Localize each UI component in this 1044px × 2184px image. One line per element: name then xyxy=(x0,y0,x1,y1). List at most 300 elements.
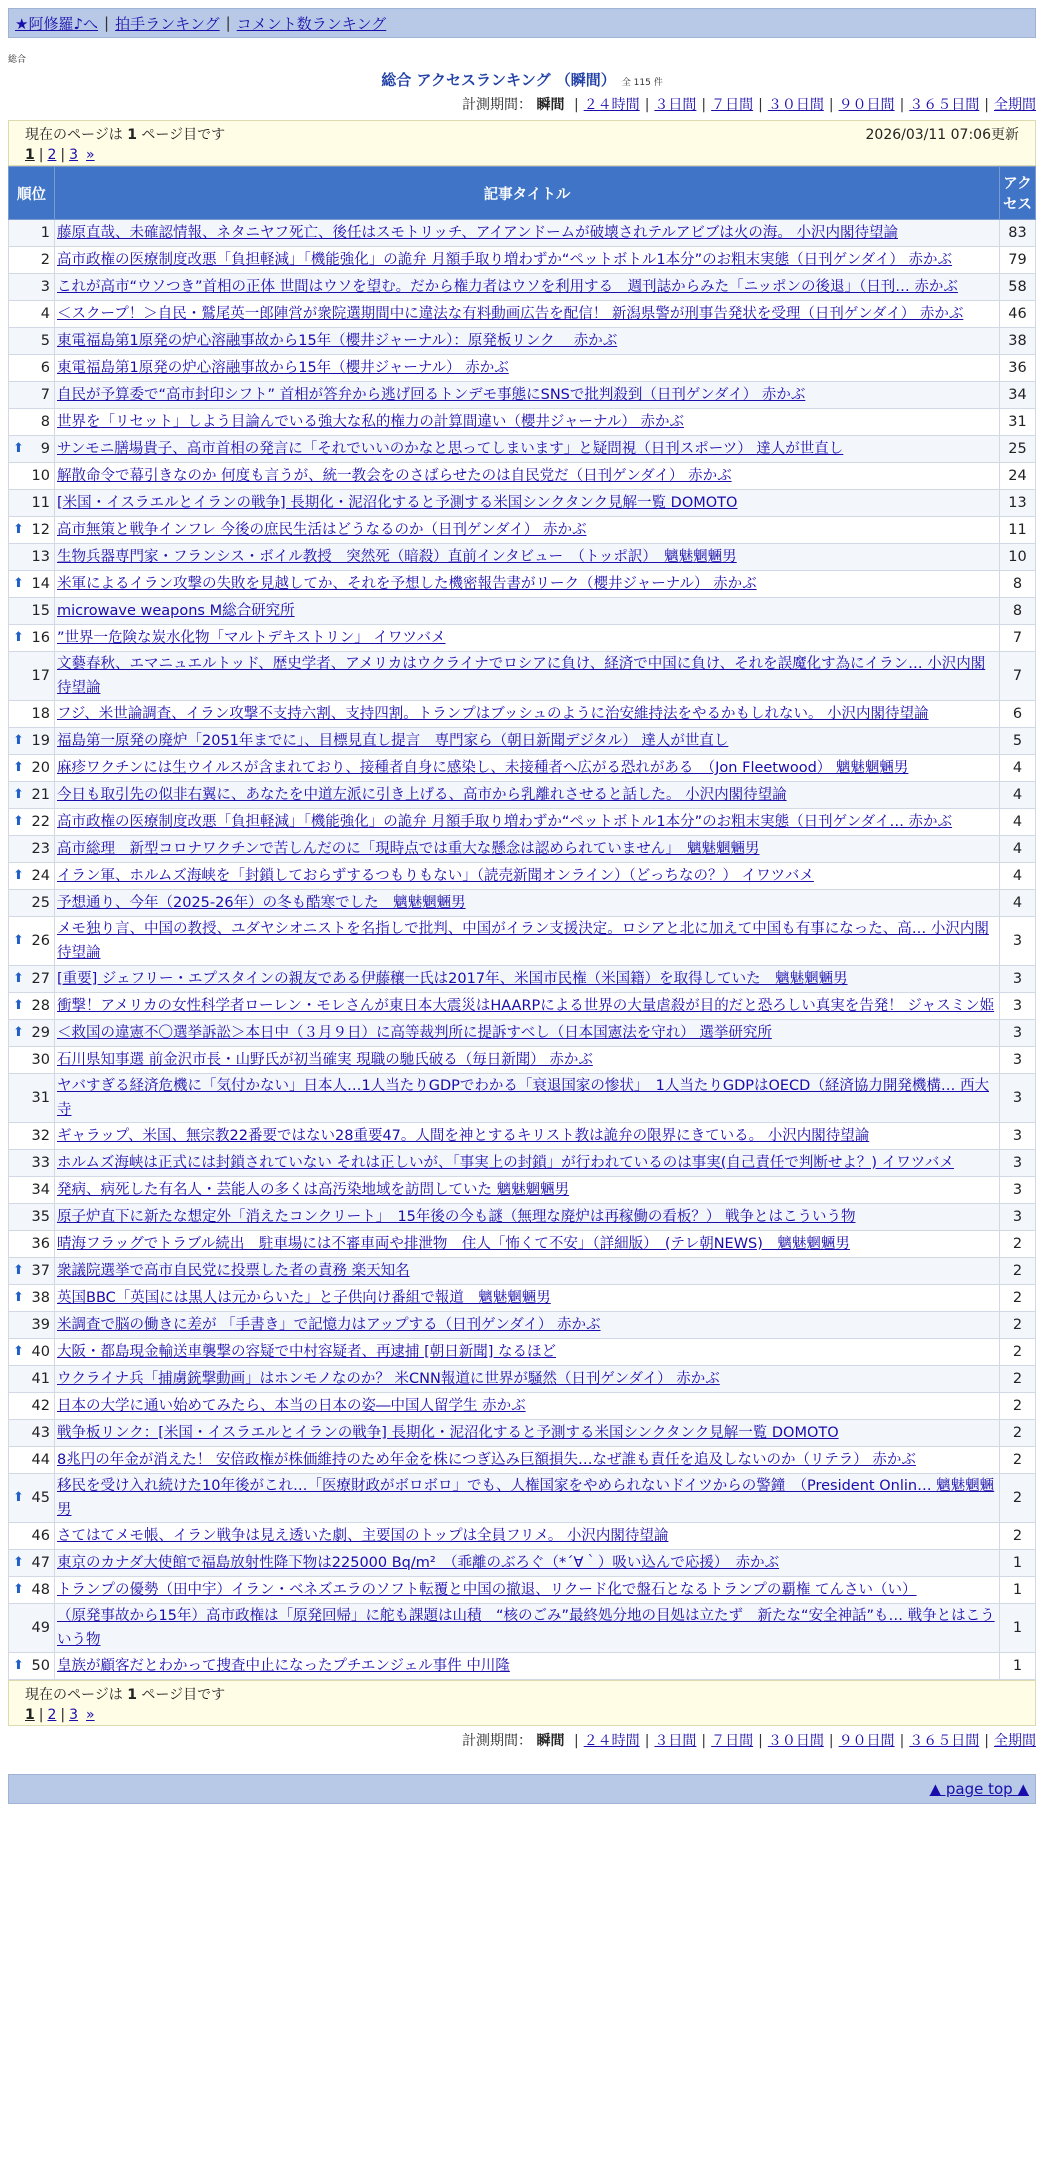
article-title-link[interactable]: 高市政権の医療制度改悪「負担軽減」「機能強化」の詭弁 月額手取り増わずか“ペットボトル1本分”のお粗末実態（日刊ゲンダイ） 赤かぶ xyxy=(57,252,953,268)
up-arrow-icon: ⬆ xyxy=(13,1490,24,1505)
rank-number: 31 xyxy=(31,1090,50,1106)
access-count: 46 xyxy=(1000,301,1036,328)
period-separator: | xyxy=(644,97,650,113)
title-cell xyxy=(55,755,1000,782)
access-count: 2 xyxy=(1000,1474,1036,1523)
article-title-link[interactable]: ＜救国の違憲不〇選挙訴訟＞本日中（３月９日）に高等裁判所に提訴すべし（日本国憲法を守れ） 選挙研究所 xyxy=(57,1025,772,1041)
access-count: 10 xyxy=(1000,544,1036,571)
header-access: アクセス xyxy=(1000,167,1036,220)
title-cell xyxy=(55,917,1000,966)
article-title-link[interactable]: トランプの優勢（田中宇）イラン・ベネズエラのソフト転覆と中国の撤退、リクード化で盤石となるトランプの覇権 てんさい（い） xyxy=(57,1582,917,1598)
rank-number: 8 xyxy=(40,414,50,430)
title-cell xyxy=(55,598,1000,625)
pager-separator: | xyxy=(60,147,66,163)
table-row xyxy=(9,1653,1036,1680)
article-title-link[interactable]: 英国BBC「英国には黒人は元からいた」と子供向け番組で報道 魑魅魍魎男 xyxy=(57,1290,551,1306)
article-title-link[interactable]: 大阪・都島現金輸送車襲撃の容疑で中村容疑者、再逮捕 [朝日新聞] なるほど xyxy=(57,1344,557,1360)
article-title-link[interactable]: 自民が予算委で“高市封印シフト” 首相が答弁から逃げ回るトンデモ事態にSNSで批判殺到（日刊ゲンダイ） 赤かぶ xyxy=(57,387,806,403)
access-count: 2 xyxy=(1000,1523,1036,1550)
rank-cell xyxy=(9,1420,55,1447)
table-row xyxy=(9,863,1036,890)
rank-number: 24 xyxy=(31,868,50,884)
rank-cell xyxy=(9,701,55,728)
rank-cell xyxy=(9,409,55,436)
title-cell xyxy=(55,463,1000,490)
header-rank: 順位 xyxy=(9,167,55,220)
access-count: 1 xyxy=(1000,1604,1036,1653)
article-title-link[interactable]: 東電福島第1原発の炉心溶融事故から15年（櫻井ジャーナル） 赤かぶ xyxy=(57,360,509,376)
rank-number: 12 xyxy=(31,522,50,538)
period-link[interactable]: 全期間 xyxy=(994,1733,1036,1749)
up-arrow-icon: ⬆ xyxy=(13,441,24,456)
table-row xyxy=(9,1550,1036,1577)
table-row xyxy=(9,701,1036,728)
access-count: 34 xyxy=(1000,382,1036,409)
article-title-link[interactable]: ギャラップ、米国、無宗教22番要ではない28重要47。人間を神とするキリスト教は詭弁の限界にきている。 小沢内閣待望論 xyxy=(57,1128,870,1144)
rank-number: 4 xyxy=(40,306,50,322)
period-link[interactable]: ３０日間 xyxy=(767,97,824,113)
page-next-link[interactable]: » xyxy=(86,1707,95,1723)
table-row xyxy=(9,1123,1036,1150)
rank-number: 13 xyxy=(31,549,50,565)
title-cell xyxy=(55,1474,1000,1523)
page-link-2[interactable]: 2 xyxy=(47,147,57,163)
page-top-link[interactable]: ▲ page top ▲ xyxy=(929,1780,1029,1798)
title-cell xyxy=(55,1285,1000,1312)
period-selector-bottom xyxy=(8,1730,1036,1750)
access-count: 2 xyxy=(1000,1393,1036,1420)
rank-number: 15 xyxy=(31,603,50,619)
table-row xyxy=(9,1258,1036,1285)
up-arrow-icon: ⬆ xyxy=(13,733,24,748)
access-count: 1 xyxy=(1000,1550,1036,1577)
rank-number: 6 xyxy=(40,360,50,376)
rank-number: 18 xyxy=(31,706,50,722)
article-title-link[interactable]: さてはてメモ帳、イラン戦争は見え透いた劇、主要国のトップは全員フリメ。 小沢内閣待望論 xyxy=(57,1528,669,1544)
title-cell xyxy=(55,409,1000,436)
access-count: 4 xyxy=(1000,863,1036,890)
access-count: 2 xyxy=(1000,1420,1036,1447)
access-count: 8 xyxy=(1000,598,1036,625)
up-arrow-icon: ⬆ xyxy=(13,814,24,829)
pager-bottom xyxy=(8,1680,1036,1726)
access-count: 8 xyxy=(1000,571,1036,598)
period-separator: | xyxy=(701,1733,707,1749)
table-row xyxy=(9,1020,1036,1047)
access-count: 3 xyxy=(1000,966,1036,993)
rank-cell xyxy=(9,1393,55,1420)
access-count: 2 xyxy=(1000,1447,1036,1474)
rank-number: 16 xyxy=(31,630,50,646)
article-title-link[interactable]: 8兆円の年金が消えた！ 安倍政権が株価維持のため年金を株につぎ込み巨額損失…なぜ誰も責任を追及しないのか（リテラ） 赤かぶ xyxy=(57,1452,916,1468)
table-row xyxy=(9,836,1036,863)
page-link-2[interactable]: 2 xyxy=(47,1707,57,1723)
access-count: 3 xyxy=(1000,1047,1036,1074)
access-count: 36 xyxy=(1000,355,1036,382)
access-count: 4 xyxy=(1000,890,1036,917)
title-cell xyxy=(55,1604,1000,1653)
up-arrow-icon: ⬆ xyxy=(13,576,24,591)
access-count: 2 xyxy=(1000,1285,1036,1312)
title-cell xyxy=(55,247,1000,274)
period-link[interactable]: ３０日間 xyxy=(767,1733,824,1749)
rank-cell xyxy=(9,1312,55,1339)
period-separator: | xyxy=(984,97,989,113)
access-count: 13 xyxy=(1000,490,1036,517)
period-selector-top xyxy=(8,94,1036,114)
table-row xyxy=(9,1523,1036,1550)
article-title-link[interactable]: [米国・イスラエルとイランの戦争] 長期化・泥沼化すると予測する米国シンクタンク見解一覧 DOMOTO xyxy=(57,495,738,511)
rank-number: 28 xyxy=(31,998,50,1014)
access-count: 6 xyxy=(1000,701,1036,728)
article-title-link[interactable]: 米軍によるイラン攻撃の失敗を見越してか、それを予想した機密報告書がリーク（櫻井ジャーナル） 赤かぶ xyxy=(57,576,757,592)
article-title-link[interactable]: ＜スクープ！＞自民・鷲尾英一郎陣営が衆院選期間中に違法な有料動画広告を配信！ 新潟県警が刑事告発状を受理（日刊ゲンダイ） 赤かぶ xyxy=(57,306,964,322)
nav-separator: | xyxy=(225,14,231,32)
article-title-link[interactable]: ウクライナ兵「捕虜銃撃動画」はホンモノなのか？ 米CNN報道に世界が騒然（日刊ゲンダイ） 赤かぶ xyxy=(57,1371,720,1387)
period-link[interactable]: ７日間 xyxy=(711,97,754,113)
rank-cell xyxy=(9,463,55,490)
title-cell xyxy=(55,328,1000,355)
title-cell xyxy=(55,1393,1000,1420)
period-separator: | xyxy=(573,97,579,113)
table-row xyxy=(9,1231,1036,1258)
article-title-link[interactable]: 戦争板リンク：[米国・イスラエルとイランの戦争] 長期化・泥沼化すると予測する米国シンクタンク見解一覧 DOMOTO xyxy=(57,1425,839,1441)
up-arrow-icon: ⬆ xyxy=(13,868,24,883)
access-count: 3 xyxy=(1000,1020,1036,1047)
article-title-link[interactable]: 生物兵器専門家・フランシス・ボイル教授 突然死（暗殺）直前インタビュー （トッポ訳） 魑魅魍魎男 xyxy=(57,549,737,565)
rank-number: 14 xyxy=(31,576,50,592)
title-cell xyxy=(55,274,1000,301)
pager-separator: | xyxy=(60,1707,66,1723)
rank-number: 22 xyxy=(31,814,50,830)
article-title-link[interactable]: イラン軍、ホルムズ海峡を「封鎖しておらずするつもりもない」（読売新聞オンライン）（どっちなの？） イワツバメ xyxy=(57,868,814,884)
access-count: 38 xyxy=(1000,328,1036,355)
table-row xyxy=(9,544,1036,571)
article-title-link[interactable]: 福島第一原発の廃炉「2051年までに」、目標見直し提言 専門家ら（朝日新聞デジタル） 達人が世直し xyxy=(57,733,729,749)
nav-link-asyura[interactable]: ★阿修羅♪へ xyxy=(15,14,99,33)
access-count: 79 xyxy=(1000,247,1036,274)
page-links-top xyxy=(25,147,1019,163)
title-cell xyxy=(55,890,1000,917)
title-cell xyxy=(55,652,1000,701)
table-row xyxy=(9,436,1036,463)
rank-number: 27 xyxy=(31,971,50,987)
rank-cell xyxy=(9,1523,55,1550)
access-count: 2 xyxy=(1000,1339,1036,1366)
rank-cell xyxy=(9,809,55,836)
rank-number: 35 xyxy=(31,1209,50,1225)
access-count: 3 xyxy=(1000,1204,1036,1231)
access-count: 4 xyxy=(1000,755,1036,782)
rank-number: 50 xyxy=(31,1658,50,1674)
rank-number: 29 xyxy=(31,1025,50,1041)
title-cell xyxy=(55,836,1000,863)
access-count: 7 xyxy=(1000,652,1036,701)
table-row xyxy=(9,728,1036,755)
table-row xyxy=(9,782,1036,809)
period-link[interactable]: ７日間 xyxy=(711,1733,754,1749)
title-cell xyxy=(55,571,1000,598)
table-row xyxy=(9,625,1036,652)
rank-cell xyxy=(9,1577,55,1604)
article-title-link[interactable]: 高市政権の医療制度改悪「負担軽減」「機能強化」の詭弁 月額手取り増わずか“ペットボトル1本分”のお粗末実態（日刊ゲンダイ… 赤かぶ xyxy=(57,814,953,830)
access-count: 3 xyxy=(1000,1150,1036,1177)
rank-number: 5 xyxy=(40,333,50,349)
page-link-1[interactable]: 1 xyxy=(25,147,35,163)
pager-status-bottom xyxy=(25,1684,225,1704)
article-title-link[interactable]: ヤバすぎる経済危機に「気付かない」日本人…1人当たりGDPでわかる「衰退国家の惨状」 1人当たりGDPはOECD（経済協力開発機構… 西大寺 xyxy=(57,1078,989,1118)
rank-cell xyxy=(9,755,55,782)
article-title-link[interactable]: メモ独り言、中国の教授、ユダヤシオニストを名指しで批判、中国がイラン支援決定。ロシアと北に加えて中国も有事になった、高… 小沢内閣待望論 xyxy=(57,921,989,961)
up-arrow-icon: ⬆ xyxy=(13,1025,24,1040)
article-title-link[interactable]: microwave weapons M総合研究所 xyxy=(57,603,295,619)
ranking-count: 全 115 件 xyxy=(621,78,663,88)
period-link[interactable]: ２４時間 xyxy=(583,97,640,113)
pager-status xyxy=(25,124,225,144)
rank-number: 41 xyxy=(31,1371,50,1387)
page-link-3[interactable]: 3 xyxy=(69,147,79,163)
rank-cell xyxy=(9,1020,55,1047)
pager-text-after: ページ目です xyxy=(141,1687,226,1703)
rank-cell xyxy=(9,836,55,863)
period-label: 計測期間： xyxy=(462,97,533,113)
table-row xyxy=(9,993,1036,1020)
article-title-link[interactable]: 皇族が顧客だとわかって捜査中止になったプチエンジェル事件 中川隆 xyxy=(57,1658,510,1674)
pager-separator: | xyxy=(38,147,44,163)
rank-cell xyxy=(9,1285,55,1312)
article-title-link[interactable]: 発病、病死した有名人・芸能人の多くは高汚染地域を訪問していた 魑魅魍魎男 xyxy=(57,1182,570,1198)
up-arrow-icon: ⬆ xyxy=(13,933,24,948)
up-arrow-icon: ⬆ xyxy=(13,1263,24,1278)
nav-link-clap-ranking[interactable]: 拍手ランキング xyxy=(115,14,220,33)
article-title-link[interactable]: 衝撃！アメリカの女性科学者ローレン・モレさんが東日本大震災はHAARPによる世界の大量虐殺が目的だと恐ろしい真実を告発！ ジャスミン姫 xyxy=(57,998,995,1014)
title-cell xyxy=(55,1204,1000,1231)
access-count: 25 xyxy=(1000,436,1036,463)
rank-number: 23 xyxy=(31,841,50,857)
table-row xyxy=(9,463,1036,490)
title-cell xyxy=(55,1366,1000,1393)
title-cell xyxy=(55,1420,1000,1447)
article-title-link[interactable]: 高市総理 新型コロナワクチンで苦しんだのに「現時点では重大な懸念は認められていません」 魑魅魍魎男 xyxy=(57,841,760,857)
rank-cell xyxy=(9,1204,55,1231)
period-link[interactable]: ９０日間 xyxy=(838,1733,895,1749)
rank-number: 26 xyxy=(31,933,50,949)
article-title-link[interactable]: 日本の大学に通い始めてみたら、本当の日本の姿―中国人留学生 赤かぶ xyxy=(57,1398,526,1414)
article-title-link[interactable]: 今日も取引先の似非右翼に、あなたを中道左派に引き上げる、高市から乳離れさせると話した。 小沢内閣待望論 xyxy=(57,787,787,803)
table-row xyxy=(9,1047,1036,1074)
article-title-link[interactable]: 藤原直哉、未確認情報、ネタニヤフ死亡、後任はスモトリッチ、アイアンドームが破壊されテルアビブは火の海。 小沢内閣待望論 xyxy=(57,225,898,241)
up-arrow-icon: ⬆ xyxy=(13,998,24,1013)
ranking-table-body xyxy=(9,220,1036,1680)
pager-current-page: 1 xyxy=(127,1687,137,1703)
rank-number: 38 xyxy=(31,1290,50,1306)
rank-number: 45 xyxy=(31,1490,50,1506)
table-row xyxy=(9,1074,1036,1123)
rank-cell xyxy=(9,728,55,755)
nav-link-comment-ranking[interactable]: コメント数ランキング xyxy=(236,14,387,33)
article-title-link[interactable]: （原発事故から15年）高市政権は「原発回帰」に舵も課題は山積 “核のごみ”最終処分地の目処は立たず 新たな“安全神話”も… 戦争とはこういう物 xyxy=(57,1608,995,1648)
table-row xyxy=(9,220,1036,247)
article-title-link[interactable]: 石川県知事選 前金沢市長・山野氏が初当確実 現職の馳氏破る（毎日新聞） 赤かぶ xyxy=(57,1052,593,1068)
page-link-1[interactable]: 1 xyxy=(25,1707,35,1723)
rank-cell xyxy=(9,1447,55,1474)
table-row xyxy=(9,1577,1036,1604)
article-title-link[interactable]: 解散命令で幕引きなのか 何度も言うが、統一教会をのさばらせたのは自民党だ（日刊ゲンダイ） 赤かぶ xyxy=(57,468,732,484)
period-link[interactable]: ３６５日間 xyxy=(909,1733,980,1749)
article-title-link[interactable]: ホルムズ海峡は正式には封鎖されていない それは正しいが、「事実上の封鎖」が行われているのは事実(自己責任で判断せよ？) イワツバメ xyxy=(57,1155,954,1171)
pager-current-page: 1 xyxy=(127,127,137,143)
pager-text-before: 現在のページは xyxy=(25,127,123,143)
article-title-link[interactable]: 東京のカナダ大使館で福島放射性降下物は225000 Bq/m² （乖離のぶろぐ（*´∀｀）吸い込んで応援） 赤かぶ xyxy=(57,1555,780,1571)
pager-top xyxy=(8,120,1036,166)
rank-number: 11 xyxy=(31,495,50,511)
page-link-3[interactable]: 3 xyxy=(69,1707,79,1723)
table-row xyxy=(9,571,1036,598)
access-count: 83 xyxy=(1000,220,1036,247)
period-link[interactable]: ３６５日間 xyxy=(909,97,980,113)
period-label: 計測期間： xyxy=(462,1733,533,1749)
article-title-link[interactable]: 文藝春秋、エマニュエルトッド、歴史学者、アメリカはウクライナでロシアに負け、経済で中国に負け、それを誤魔化す為にイラン… 小沢内閣待望論 xyxy=(57,656,986,696)
access-count: 24 xyxy=(1000,463,1036,490)
article-title-link[interactable]: 東電福島第1原発の炉心溶融事故から15年（櫻井ジャーナル）：原発板リンク 赤かぶ xyxy=(57,333,618,349)
article-title-link[interactable]: 高市無策と戦争インフレ 今後の庶民生活はどうなるのか（日刊ゲンダイ） 赤かぶ xyxy=(57,522,587,538)
title-cell xyxy=(55,1312,1000,1339)
article-title-link[interactable]: 予想通り、今年（2025-26年）の冬も酷寒でした 魑魅魍魎男 xyxy=(57,895,466,911)
title-cell xyxy=(55,301,1000,328)
up-arrow-icon: ⬆ xyxy=(13,1344,24,1359)
access-count: 2 xyxy=(1000,1366,1036,1393)
access-count: 11 xyxy=(1000,517,1036,544)
top-nav-bar xyxy=(8,8,1036,38)
title-cell xyxy=(55,1231,1000,1258)
up-arrow-icon: ⬆ xyxy=(13,1658,24,1673)
access-count: 4 xyxy=(1000,809,1036,836)
table-row xyxy=(9,301,1036,328)
table-row xyxy=(9,382,1036,409)
article-title-link[interactable]: 移民を受け入れ続けた10年後がこれ…「医療財政がボロボロ」でも、人権国家をやめられないドイツからの警鐘 （President Onlin… 魑魅魍魎男 xyxy=(57,1478,995,1518)
rank-cell xyxy=(9,517,55,544)
title-cell xyxy=(55,1447,1000,1474)
article-title-link[interactable]: 麻疹ワクチンには生ウイルスが含まれており、接種者自身に感染し、未接種者へ広がる恐れがある （Jon Fleetwood） 魑魅魍魎男 xyxy=(57,760,909,776)
rank-number: 10 xyxy=(31,468,50,484)
article-title-link[interactable]: 米調査で脳の働きに差が 「手書き」で記憶力はアップする（日刊ゲンダイ） 赤かぶ xyxy=(57,1317,601,1333)
rank-cell xyxy=(9,1653,55,1680)
rank-cell xyxy=(9,1604,55,1653)
table-row xyxy=(9,1204,1036,1231)
title-cell xyxy=(55,1074,1000,1123)
rank-cell xyxy=(9,1177,55,1204)
period-link[interactable]: 全期間 xyxy=(994,97,1036,113)
rank-number: 30 xyxy=(31,1052,50,1068)
article-title-link[interactable]: 原子炉直下に新たな想定外「消えたコンクリート」 15年後の今も謎（無理な廃炉は再稼働の看板？） 戦争とはこういう物 xyxy=(57,1209,856,1225)
rank-cell xyxy=(9,782,55,809)
table-row xyxy=(9,966,1036,993)
rank-number: 7 xyxy=(40,387,50,403)
article-title-link[interactable]: [重要] ジェフリー・エプスタインの親友である伊藤穰一氏は2017年、米国市民権（米国籍）を取得していた 魑魅魍魎男 xyxy=(57,971,848,987)
article-title-link[interactable]: サンモニ膳場貴子、高市首相の発言に「それでいいのかなと思ってしまいます」と疑問視（日刊スポーツ） 達人が世直し xyxy=(57,441,844,457)
up-arrow-icon: ⬆ xyxy=(13,971,24,986)
article-title-link[interactable]: 衆議院選挙で高市自民党に投票した者の責務 楽天知名 xyxy=(57,1263,410,1279)
table-row xyxy=(9,517,1036,544)
page-next-link[interactable]: » xyxy=(86,147,95,163)
period-link[interactable]: ３日間 xyxy=(654,97,697,113)
title-cell xyxy=(55,436,1000,463)
period-current: 瞬間 xyxy=(536,1733,565,1749)
article-title-link[interactable]: 世界を「リセット」しよう目論んでいる強大な私的権力の計算間違い（櫻井ジャーナル） 赤かぶ xyxy=(57,414,684,430)
table-row xyxy=(9,598,1036,625)
period-current: 瞬間 xyxy=(536,97,565,113)
rank-number: 48 xyxy=(31,1582,50,1598)
title-cell xyxy=(55,701,1000,728)
title-cell xyxy=(55,355,1000,382)
period-separator: | xyxy=(899,97,905,113)
rank-number: 44 xyxy=(31,1452,50,1468)
title-cell xyxy=(55,517,1000,544)
title-cell xyxy=(55,220,1000,247)
article-title-link[interactable]: フジ、米世論調査、イラン攻撃不支持六割、支持四割。トランプはブッシュのように治安維持法をやるかもしれない。 小沢内閣待望論 xyxy=(57,706,929,722)
title-cell xyxy=(55,993,1000,1020)
rank-number: 39 xyxy=(31,1317,50,1333)
article-title-link[interactable]: これが高市“ウソつき”首相の正体 世間はウソを望む。だから権力者はウソを利用する 週刊誌からみた「ニッポンの後退」（日刊… 赤かぶ xyxy=(57,279,958,295)
pager-separator: | xyxy=(38,1707,44,1723)
access-count: 31 xyxy=(1000,409,1036,436)
up-arrow-icon: ⬆ xyxy=(13,787,24,802)
table-row xyxy=(9,1366,1036,1393)
update-timestamp: 2026/03/11 07:06更新 xyxy=(865,127,1019,143)
rank-cell xyxy=(9,966,55,993)
table-row xyxy=(9,755,1036,782)
title-cell xyxy=(55,1258,1000,1285)
title-cell xyxy=(55,1047,1000,1074)
table-row xyxy=(9,1285,1036,1312)
table-row xyxy=(9,809,1036,836)
pager-text-before: 現在のページは xyxy=(25,1687,123,1703)
rank-number: 34 xyxy=(31,1182,50,1198)
rank-cell xyxy=(9,917,55,966)
table-header-row xyxy=(9,167,1036,220)
table-row xyxy=(9,652,1036,701)
period-link[interactable]: ２４時間 xyxy=(583,1733,640,1749)
period-link[interactable]: ３日間 xyxy=(654,1733,697,1749)
title-cell xyxy=(55,1523,1000,1550)
title-cell xyxy=(55,544,1000,571)
title-cell xyxy=(55,1550,1000,1577)
title-cell xyxy=(55,1577,1000,1604)
rank-cell xyxy=(9,652,55,701)
up-arrow-icon: ⬆ xyxy=(13,1555,24,1570)
table-row xyxy=(9,1447,1036,1474)
rank-cell xyxy=(9,247,55,274)
table-row xyxy=(9,1177,1036,1204)
period-separator: | xyxy=(899,1733,905,1749)
rank-cell xyxy=(9,863,55,890)
access-count: 1 xyxy=(1000,1653,1036,1680)
article-title-link[interactable]: 晴海フラッグでトラブル続出 駐車場には不審車両や排泄物 住人「怖くて不安」（詳細版） (テレ朝NEWS) 魑魅魍魎男 xyxy=(57,1236,850,1252)
table-row xyxy=(9,1150,1036,1177)
page-links-bottom xyxy=(25,1707,1019,1723)
access-count: 3 xyxy=(1000,917,1036,966)
rank-cell xyxy=(9,544,55,571)
period-separator: | xyxy=(758,1733,763,1749)
table-row xyxy=(9,1604,1036,1653)
article-title-link[interactable]: ”世界一危険な炭水化物「マルトデキストリン」 イワツバメ xyxy=(57,630,446,646)
period-link[interactable]: ９０日間 xyxy=(838,97,895,113)
table-row xyxy=(9,917,1036,966)
rank-number: 37 xyxy=(31,1263,50,1279)
access-count: 2 xyxy=(1000,1231,1036,1258)
ranking-title-block xyxy=(0,69,1044,90)
table-row xyxy=(9,247,1036,274)
